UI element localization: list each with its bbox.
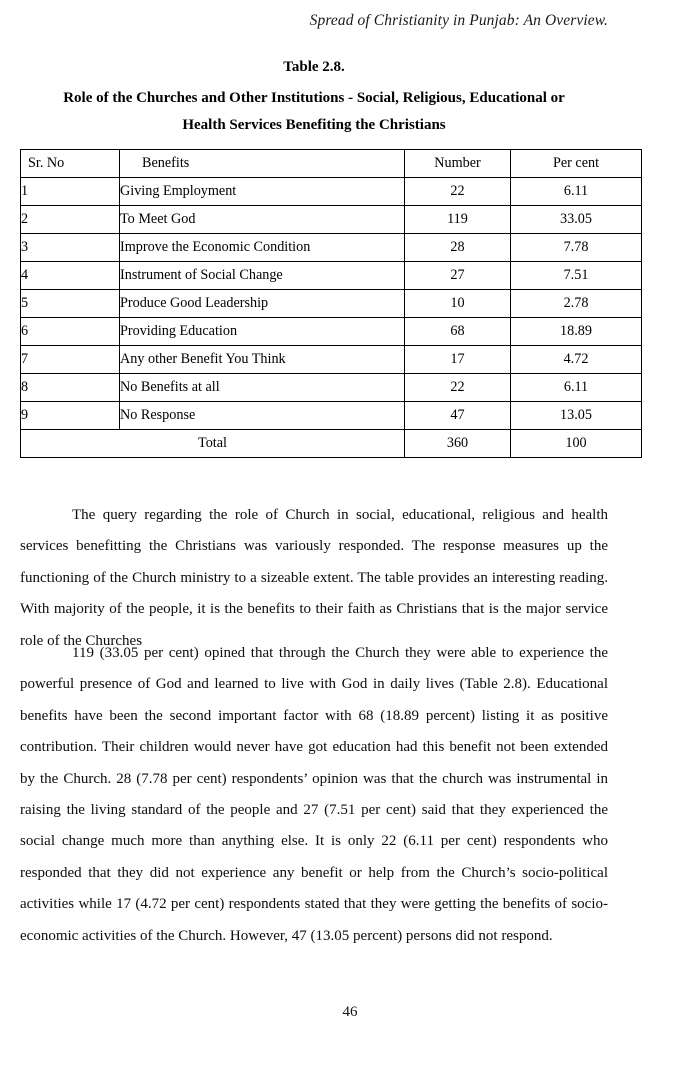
cell-sr-no: 7 [21,346,120,374]
cell-number: 47 [405,402,511,430]
benefits-table [20,149,642,458]
cell-percent: 7.78 [511,234,642,262]
table-row [21,402,642,430]
table-caption-number: Table 2.8. [283,59,345,75]
cell-sr-no: 1 [21,178,120,206]
running-header: Spread of Christianity in Punjab: An Overview. [309,12,608,29]
table-row [21,346,642,374]
cell-percent: 33.05 [511,206,642,234]
cell-benefit: Giving Employment [120,178,405,206]
body-paragraph-1: The query regarding the role of Church in social, educational, religious and health services benefitting the Christians was variously responded. The response measures up the functioning of the Church ministry to a sizeable extent. The table provides an interesting reading. With majority of the people, it is the benefits to their faith as Christians that is the major service role of the Churches [20,507,608,649]
cell-sr-no: 9 [21,402,120,430]
table-body [21,178,642,458]
cell-sr-no: 4 [21,262,120,290]
cell-benefit: Providing Education [120,318,405,346]
cell-number: 68 [405,318,511,346]
cell-percent: 6.11 [511,178,642,206]
table-total-row [21,430,642,458]
table-row [21,290,642,318]
column-header-benefits: Benefits [120,150,405,178]
cell-sr-no: 6 [21,318,120,346]
table-row [21,234,642,262]
cell-number: 10 [405,290,511,318]
cell-benefit: No Response [120,402,405,430]
cell-number: 28 [405,234,511,262]
table-header-row [21,150,642,178]
cell-benefit: No Benefits at all [120,374,405,402]
cell-sr-no: 3 [21,234,120,262]
table-row [21,318,642,346]
column-header-sr-no: Sr. No [21,150,120,178]
page-number: 46 [342,1004,358,1020]
column-header-per-cent: Per cent [511,150,642,178]
cell-percent: 7.51 [511,262,642,290]
cell-number: 119 [405,206,511,234]
cell-percent: 2.78 [511,290,642,318]
cell-benefit: Any other Benefit You Think [120,346,405,374]
cell-number: 22 [405,374,511,402]
cell-benefit: To Meet God [120,206,405,234]
body-paragraph-2: 119 (33.05 per cent) opined that through the Church they were able to experience the powerful presence of God and learned to live with God in daily lives (Table 2.8). Educational benefits have been the second important factor with 68 (18.89 percent) listing it as positive contribution. Their children would never have got education had this benefit not been extended by the Church. 28 (7.78 per cent) respondents’ opinion was that the church was instrumental in raising the living standard of the people and 27 (7.51 per cent) said that they experienced the social change much more than anything else. It is only 22 (6.11 per cent) respondents who responded that they did not experience any benefit or help from the Church’s socio-political activities while 17 (4.72 per cent) respondents stated that they were getting the benefits of socio-economic activities of the Church. However, 47 (13.05 percent) persons did not respond. [20,645,608,944]
cell-number: 27 [405,262,511,290]
cell-sr-no: 8 [21,374,120,402]
cell-number: 17 [405,346,511,374]
cell-total-number: 360 [405,430,511,458]
table-row [21,374,642,402]
table-row [21,262,642,290]
cell-benefit: Produce Good Leadership [120,290,405,318]
cell-percent: 4.72 [511,346,642,374]
table-row [21,206,642,234]
table-caption-line-2: Health Services Benefiting the Christians [182,117,446,133]
cell-number: 22 [405,178,511,206]
cell-percent: 13.05 [511,402,642,430]
column-header-number: Number [405,150,511,178]
table-caption-line-1: Role of the Churches and Other Institutions - Social, Religious, Educational or [63,90,565,106]
table-header [21,150,642,178]
cell-total-percent: 100 [511,430,642,458]
cell-sr-no: 5 [21,290,120,318]
cell-sr-no: 2 [21,206,120,234]
cell-total-label: Total [21,430,405,458]
cell-percent: 18.89 [511,318,642,346]
cell-percent: 6.11 [511,374,642,402]
cell-benefit: Improve the Economic Condition [120,234,405,262]
cell-benefit: Instrument of Social Change [120,262,405,290]
table-row [21,178,642,206]
